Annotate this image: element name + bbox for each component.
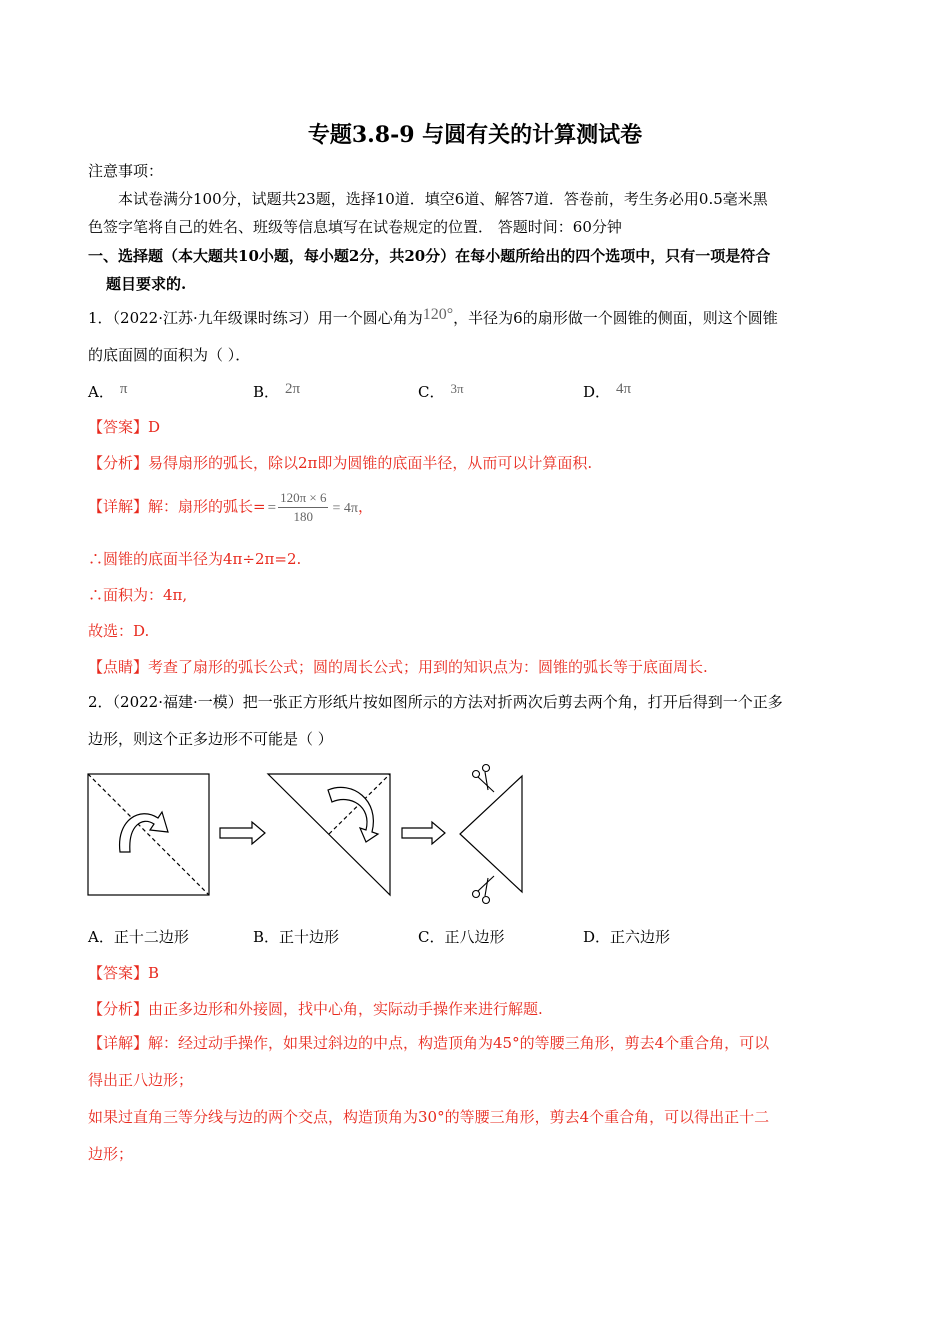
comment-tag: 【点睛】 xyxy=(88,658,149,676)
notice-line-1: 本试卷满分100分，试题共23题，选择10道．填空6道、解答7道．答卷前，考生务必用0.5毫米黑 xyxy=(118,190,768,208)
option-value: 正六边形 xyxy=(610,928,671,946)
q2-answer xyxy=(88,962,159,983)
detail-tag: 【详解】 xyxy=(88,1034,149,1052)
analysis-tag: 【分析】 xyxy=(88,454,149,472)
arc-length-fraction xyxy=(278,490,328,525)
option-value: 正十二边形 xyxy=(113,928,189,946)
q1-comment xyxy=(88,656,708,677)
option-label: A． xyxy=(88,383,114,401)
fraction-denominator: 180 xyxy=(293,509,314,524)
q1-angle: 120° xyxy=(422,306,454,323)
q2-detail-line-1 xyxy=(88,1032,769,1053)
option-label: C． xyxy=(418,928,445,946)
comment-text: 考查了扇形的弧长公式；圆的周长公式；用到的知识点为：圆锥的弧长等于底面周长. xyxy=(148,658,708,676)
q2-detail-line-3: 如果过直角三等分线与边的两个交点，构造顶角为30°的等腰三角形，剪去4个重合角，可以得出正十二 xyxy=(88,1108,770,1126)
notice-line-2: 色签字笔将自己的姓名、班级等信息填写在试卷规定的位置． 答题时间：60分钟 xyxy=(88,218,622,236)
folding-diagram xyxy=(80,760,550,905)
fraction-result: = 4π xyxy=(332,500,358,516)
option-label: B． xyxy=(253,928,280,946)
q2-option-c xyxy=(418,926,505,947)
section1-line-2: 题目要求的. xyxy=(106,275,187,293)
answer-value: D xyxy=(148,418,161,436)
right-arrow-icon xyxy=(220,822,265,844)
q2-option-b xyxy=(253,926,339,947)
answer-tag: 【答案】 xyxy=(88,964,149,982)
q1-option-c xyxy=(418,381,464,402)
right-arrow-icon xyxy=(402,822,445,844)
detail-text: 解：经过动手操作，如果过斜边的中点，构造顶角为45°的等腰三角形，剪去4个重合角，可以 xyxy=(148,1034,770,1052)
q2-option-d xyxy=(583,926,670,947)
option-value: 4π xyxy=(616,381,632,397)
q1-stem-a: 1．（2022·江苏·九年级课时练习）用一个圆心角为 xyxy=(88,309,423,327)
notice-heading: 注意事项： xyxy=(88,162,164,180)
square-paper xyxy=(88,774,209,895)
option-label: C． xyxy=(418,383,445,401)
option-value: 3π xyxy=(450,381,464,396)
section1-line-1: 一、选择题（本大题共10小题，每小题2分，共20分）在每小题所给出的四个选项中，只有一项是符合 xyxy=(88,247,771,265)
option-label: B． xyxy=(253,383,280,401)
detail-tag: 【详解】 xyxy=(88,497,149,516)
q2-detail-line-4: 边形； xyxy=(88,1145,134,1163)
curved-arrow-icon xyxy=(120,812,168,852)
option-value: π xyxy=(119,381,128,397)
page-title: 专题3.8-9 与圆有关的计算测试卷 xyxy=(307,122,643,148)
q2-analysis xyxy=(88,998,543,1019)
q1-step-1: ∴圆锥的底面半径为4π÷2π=2. xyxy=(88,550,302,568)
q1-step-2: ∴面积为：4π, xyxy=(88,586,188,604)
option-value: 正八边形 xyxy=(444,928,505,946)
q2-stem-line-1: 2．（2022·福建·一模）把一张正方形纸片按如图所示的方法对折两次后剪去两个角，打开后得到一个正多 xyxy=(88,693,783,711)
analysis-text: 由正多边形和外接圆，找中心角，实际动手操作来进行解题. xyxy=(148,1000,543,1018)
q1-detail: 【详解】解：扇形的弧长= = $\frac{120\pi \times 6}{180}$ = 4π， xyxy=(88,490,373,524)
q2-option-a xyxy=(88,926,189,947)
q1-step-3: 故选：D. xyxy=(88,622,150,640)
answer-value: B xyxy=(148,964,160,982)
option-value: 正十边形 xyxy=(279,928,340,946)
q1-stem-b: ，半径为6的扇形做一个圆锥的侧面，则这个圆锥 xyxy=(453,309,778,327)
detail-end: ， xyxy=(357,497,373,516)
q1-analysis xyxy=(88,452,592,473)
detail-text: 解：扇形的弧长= xyxy=(148,497,266,516)
scissors-icon xyxy=(473,765,495,793)
option-label: A． xyxy=(88,928,114,946)
option-label: D． xyxy=(583,383,611,401)
q1-stem-line-2: 的底面圆的面积为（ ）． xyxy=(88,346,251,364)
q1-option-d xyxy=(583,381,631,402)
q1-option-b xyxy=(253,381,300,402)
q1-option-a xyxy=(88,381,127,402)
option-label: D． xyxy=(583,928,611,946)
q2-detail-line-2: 得出正八边形； xyxy=(88,1071,194,1089)
cut-triangle xyxy=(460,776,522,892)
answer-tag: 【答案】 xyxy=(88,418,149,436)
q1-stem-line-1 xyxy=(88,307,778,328)
q2-stem-line-2: 边形，则这个正多边形不可能是（ ） xyxy=(88,730,333,748)
scissors-icon xyxy=(473,876,495,904)
q1-answer xyxy=(88,416,160,437)
option-value: 2π xyxy=(285,381,301,397)
curved-arrow-icon xyxy=(328,787,378,842)
analysis-tag: 【分析】 xyxy=(88,1000,149,1018)
fraction-numerator: 120π × 6 xyxy=(278,490,328,508)
analysis-text: 易得扇形的弧长，除以2π即为圆锥的底面半径，从而可以计算面积. xyxy=(148,454,593,472)
